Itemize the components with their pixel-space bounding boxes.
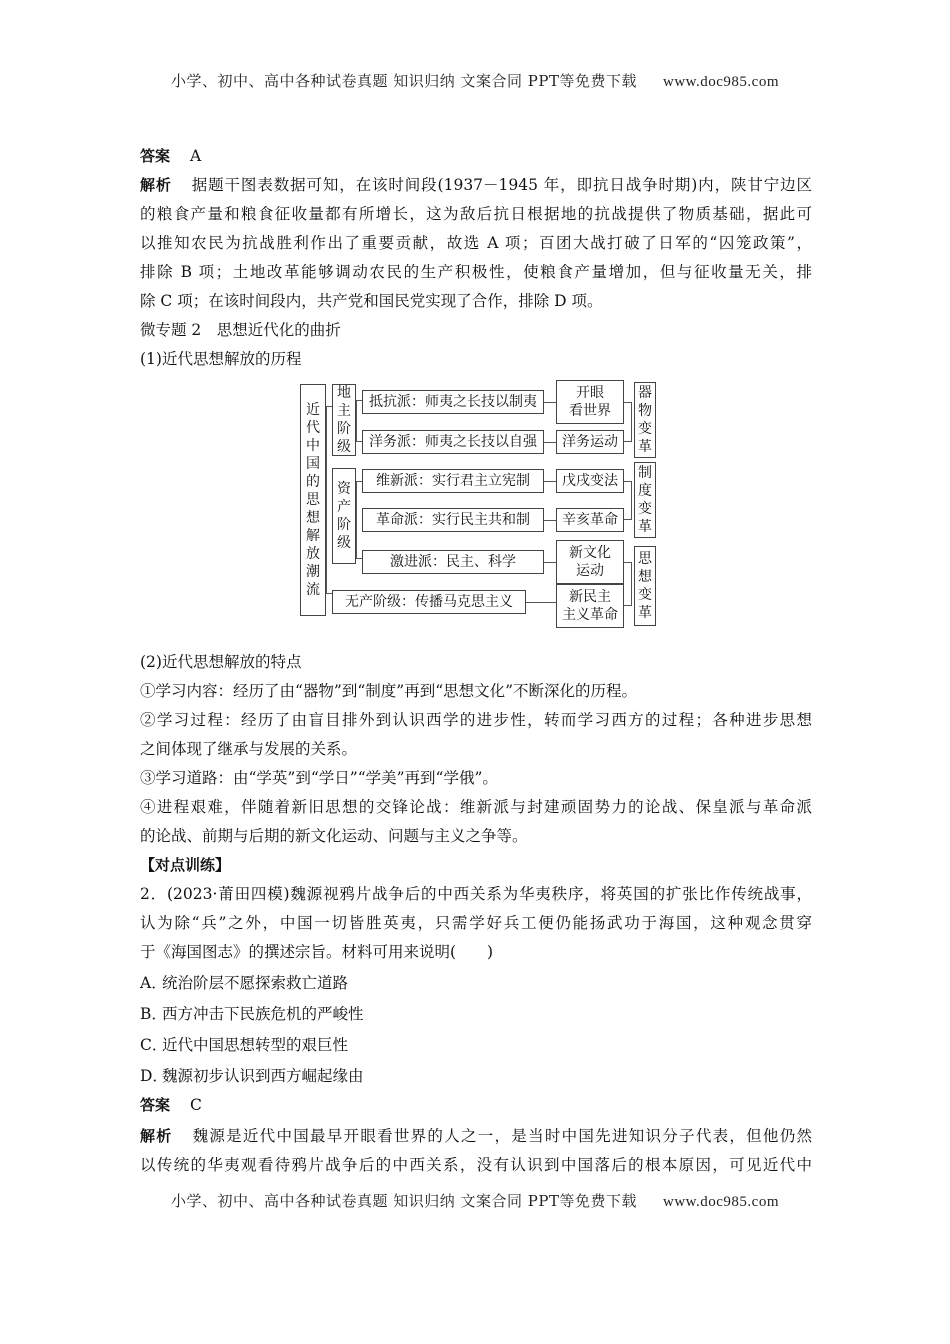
reform-1898-box: 戊戌变法	[556, 469, 624, 493]
thought-liberation-diagram	[140, 378, 812, 640]
bourgeois-class-box: 资 产 阶 级	[332, 468, 356, 564]
xinhai-revolution-box: 辛亥革命	[556, 508, 624, 532]
system-change-box: 制 度 变 革	[634, 462, 656, 538]
feature-item-2: ②学习过程：经历了由盲目排外到认识西学的进步性，转而学习西方的过程；各种进步思想	[140, 711, 812, 729]
section-2-title: (2)近代思想解放的特点	[140, 653, 302, 671]
reformist-faction-box: 维新派：实行君主立宪制	[362, 469, 544, 493]
footer-url[interactable]: www.doc985.com	[662, 1194, 779, 1210]
option-d[interactable]: D．魏源初步认识到西方崛起缘由	[140, 1067, 364, 1085]
resistance-faction-box: 抵抗派：师夷之长技以制夷	[362, 390, 544, 414]
option-a[interactable]: A．统治阶层不愿探索救亡道路	[140, 974, 349, 992]
analysis-1-line-5: 除 C 项；在该时间段内，共产党和国民党实现了合作，排除 D 项。	[140, 292, 603, 310]
question-2-line-3: 于《海国图志》的撰述宗旨。材料可用来说明( )	[140, 943, 494, 961]
question-2-line-1: 2．(2023·莆田四模)魏源视鸦片战争后的中西关系为华夷秩序，将英国的扩张比作传统战事，	[140, 885, 812, 903]
westernization-faction-box: 洋务派：师夷之长技以自强	[362, 430, 544, 454]
page-header	[0, 70, 950, 91]
answer-2-label: 答案	[140, 1096, 171, 1114]
footer-text: 小学、初中、高中各种试卷真题 知识归纳 文案合同 PPT等免费下载	[170, 1192, 637, 1210]
analysis-2-line-1: 魏源是近代中国最早开眼看世界的人之一，是当时中国先进知识分子代表，但他仍然	[192, 1127, 812, 1145]
artifact-change-box: 器 物 变 革	[634, 382, 656, 458]
radical-faction-box: 激进派：民主、科学	[362, 550, 544, 574]
analysis-1-line-4: 排除 B 项；土地改革能够调动农民的生产积极性，使粮食产量增加，但与征收量无关，排	[140, 263, 812, 281]
answer-value: A	[190, 147, 202, 165]
analysis-1-line-1: 据题干图表数据可知，在该时间段(1937－1945 年，即抗日战争时期)内，陕甘宁边区	[191, 176, 812, 194]
feature-item-3: ③学习道路：由“学英”到“学日”“学美”再到“学俄”。	[140, 769, 498, 787]
westernization-movement-box: 洋务运动	[556, 430, 624, 454]
topic-title: 微专题 2 思想近代化的曲折	[140, 321, 341, 339]
feature-item-2-cont: 之间体现了继承与发展的关系。	[140, 740, 358, 758]
option-c[interactable]: C．近代中国思想转型的艰巨性	[140, 1036, 349, 1054]
eye-open-box: 开眼 看世界	[556, 380, 624, 424]
page-footer	[0, 1190, 950, 1211]
analysis-label: 解析	[140, 176, 172, 194]
new-democratic-box: 新民主 主义革命	[556, 584, 624, 628]
diagram-root: 近 代 中 国 的 思 想 解 放 潮 流	[300, 384, 326, 616]
analysis-2-line-2: 以传统的华夷观看待鸦片战争后的中西关系，没有认识到中国落后的根本原因，可见近代中	[140, 1156, 812, 1174]
analysis-1-line-3: 以推知农民为抗战胜利作出了重要贡献，故选 A 项；百团大战打破了日军的“囚笼政策”，	[140, 234, 812, 252]
analysis-1	[140, 171, 812, 316]
header-text: 小学、初中、高中各种试卷真题 知识归纳 文案合同 PPT等免费下载	[170, 72, 637, 90]
section-1-title: (1)近代思想解放的历程	[140, 350, 302, 368]
question-2-line-2: 认为除“兵”之外，中国一切皆胜英夷，只需学好兵工便仍能扬武功于海国，这种观念贯穿	[140, 914, 812, 932]
feature-item-4-cont: 的论战、前期与后期的新文化运动、问题与主义之争等。	[140, 827, 528, 845]
answer-1	[140, 142, 812, 171]
feature-item-1: ①学习内容：经历了由“器物”到“制度”再到“思想文化”不断深化的历程。	[140, 682, 638, 700]
revolutionary-faction-box: 革命派：实行民主共和制	[362, 508, 544, 532]
practice-title: 【对点训练】	[140, 856, 231, 874]
thought-change-box: 思 想 变 革	[634, 546, 656, 626]
feature-item-4: ④进程艰难，伴随着新旧思想的交锋论战：维新派与封建顽固势力的论战、保皇派与革命派	[140, 798, 812, 816]
analysis-1-line-2: 的粮食产量和粮食征收量都有所增长，这为敌后抗日根据地的抗战提供了物质基础，据此可	[140, 205, 812, 223]
answer-2	[140, 1091, 812, 1120]
new-culture-box: 新文化 运动	[556, 540, 624, 584]
answer-label: 答案	[140, 147, 171, 165]
answer-2-value: C	[190, 1096, 202, 1114]
header-url[interactable]: www.doc985.com	[662, 74, 779, 90]
analysis-2-label: 解析	[140, 1127, 173, 1145]
proletariat-box: 无产阶级：传播马克思主义	[332, 590, 526, 614]
option-b[interactable]: B．西方冲击下民族危机的严峻性	[140, 1005, 364, 1023]
page-content	[140, 142, 812, 1180]
landlord-class-box: 地 主 阶 级	[332, 384, 356, 456]
